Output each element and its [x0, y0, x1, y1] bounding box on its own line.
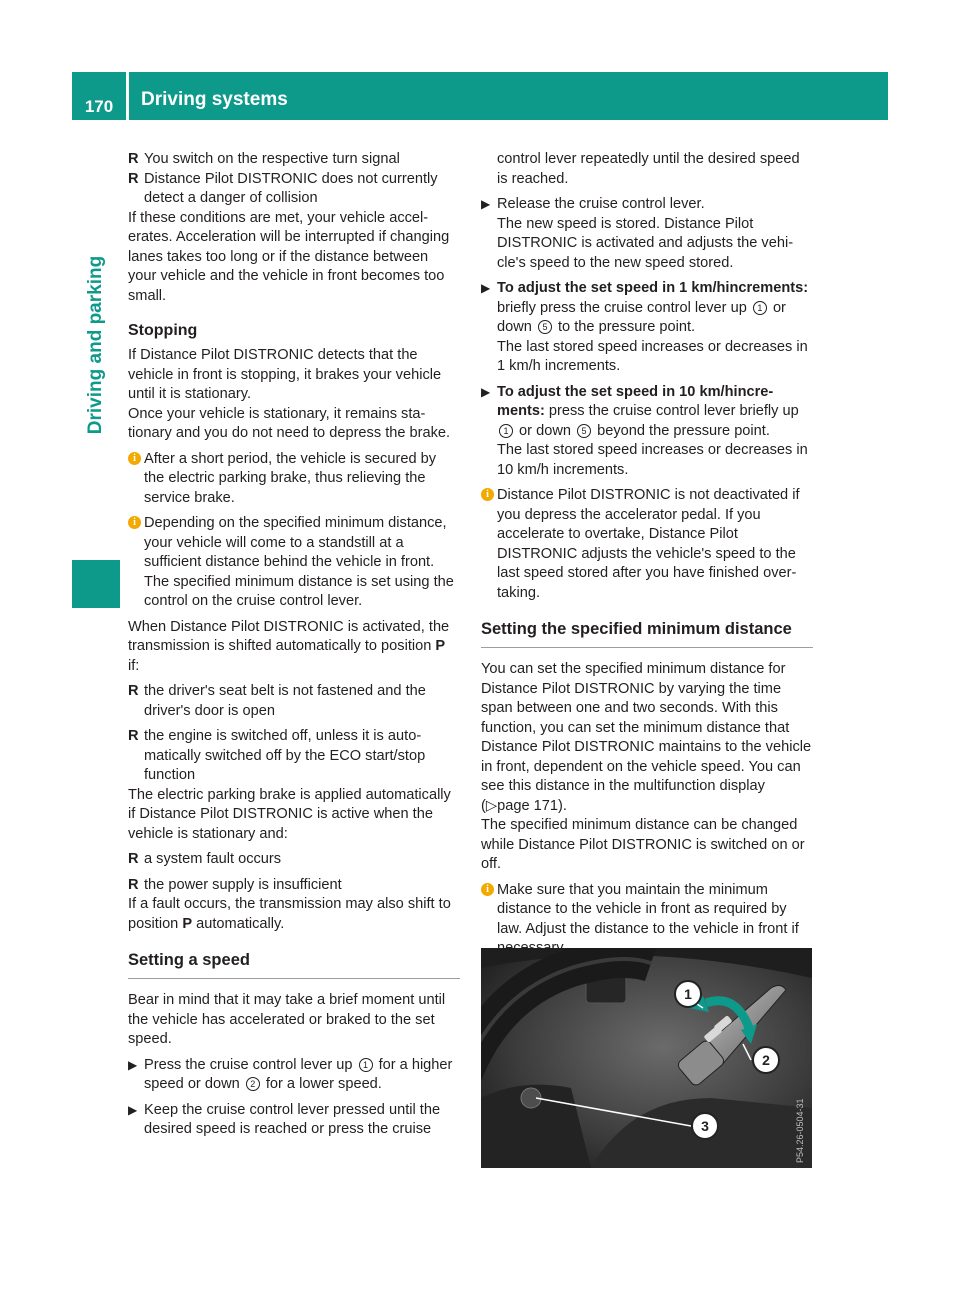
list-item: R the power supply is insufficient — [128, 876, 460, 896]
callout-1: 1 — [499, 424, 513, 438]
info-icon: i — [128, 452, 141, 465]
info-note: i Distance Pilot DISTRONIC is not deactivated if you depress the accelerator pedal. If you accelerate to overtake, Distance Pilot DISTRONIC adjusts the vehicle's speed to the last speed stored after you have finished overtaking. — [481, 486, 813, 603]
svg-text:1: 1 — [684, 986, 692, 1002]
list-item: R Distance Pilot DISTRONIC does not currently detect a danger of collision — [128, 170, 438, 206]
bullet-mark: R — [128, 683, 139, 699]
bullet-mark: R — [128, 876, 139, 893]
paragraph: You can set the specified minimum distance for Distance Pilot DISTRONIC by varying the time span between one and two seconds. With this function, you can set the minimum distance that Distance Pilot DISTRONIC maintains to the vehicle in front, dependent on the vehicle speed. You can see this distance in the multifunction display (▷page 171). — [481, 661, 812, 814]
info-note: i Depending on the specified minimum distance, your vehicle will come to a standstill at a sufficient distance behind the vehicle in front. The specified minimum distance is set using the control on the cruise control lever. — [128, 514, 460, 612]
callout-5: 5 — [577, 424, 591, 438]
bullet-mark: R — [128, 170, 139, 187]
page-title: Driving systems — [141, 89, 288, 110]
bullet-mark: R — [128, 151, 139, 167]
subheading-stopping: Stopping — [128, 322, 198, 339]
info-icon: i — [481, 883, 494, 896]
list-item: R the driver's seat belt is not fastened and the driver's door is open — [128, 683, 426, 719]
svg-text:3: 3 — [701, 1118, 709, 1134]
figure-illustration — [481, 948, 812, 1168]
paragraph: If these conditions are met, your vehicle accelerates. Acceleration will be interrupted if changing lanes takes too long or if the distance between your vehicle and the vehicle in front becomes too small. — [128, 209, 450, 304]
info-icon: i — [128, 516, 141, 529]
paragraph: If a fault occurs, the transmission may also shift to position P automatically. — [128, 896, 451, 932]
action-step: ▶ Keep the cruise control lever pressed until the desired speed is reached or press the cruise — [128, 1101, 441, 1137]
action-arrow-icon: ▶ — [128, 1057, 138, 1072]
paragraph: If Distance Pilot DISTRONIC detects that the vehicle in front is stopping, it brakes your vehicle until it is stationary. — [128, 347, 442, 402]
side-tab — [72, 130, 120, 560]
info-note: i Make sure that you maintain the minimum distance to the vehicle in front as required by law. Adjust the distance to the vehicle in front if — [481, 881, 813, 959]
cruise-control-lever-figure — [481, 948, 812, 1168]
list-item: R You switch on the respective turn signal — [128, 150, 460, 170]
paragraph: Bear in mind that it may take a brief moment until the vehicle has accelerated or braked to the set speed. — [128, 992, 446, 1047]
action-arrow-icon: ▶ — [481, 384, 491, 399]
svg-text:2: 2 — [762, 1052, 770, 1068]
right-column — [481, 150, 813, 959]
action-arrow-icon: ▶ — [481, 197, 491, 211]
callout-1: 1 — [359, 1058, 373, 1072]
callout-1: 1 — [753, 301, 767, 315]
paragraph: Once your vehicle is stationary, it remains stationary and you do not need to depress the brake. — [128, 405, 451, 441]
paragraph: control lever repeatedly until the desired speed is reached. — [497, 151, 800, 187]
action-step: ▶ To adjust the set speed in 10 km/hincrements: press the cruise control lever briefly up 1 or down 5 beyond the pressure point. The last stored speed increases or decreases in 10 km/h increments. — [481, 383, 808, 478]
page-number: 170 — [84, 97, 114, 116]
action-step: ▶ To adjust the set speed in 1 km/hincrements: briefly press the cruise control lever up 1 or down 5 to the pressure point. The last stored speed increases or decreases in 1 km/h increments. — [481, 280, 809, 374]
info-icon: i — [481, 488, 494, 501]
bullet-mark: R — [128, 851, 139, 867]
paragraph: When Distance Pilot DISTRONIC is activated, the transmission is shifted automatically to position P if: — [128, 618, 450, 674]
action-arrow-icon: ▶ — [481, 281, 491, 295]
list-item: R the engine is switched off, unless it is automatically switched off by the ECO start/stop function — [128, 728, 426, 783]
page-reference-link[interactable]: page 171 — [497, 797, 558, 814]
paragraph: The electric parking brake is applied automatically if Distance Pilot DISTRONIC is active when the vehicle is stationary and: — [128, 786, 451, 842]
action-arrow-icon: ▶ — [128, 1102, 138, 1117]
bullet-mark: R — [128, 728, 139, 744]
section-heading-distance: Setting the specified minimum distance — [481, 617, 813, 648]
section-heading-speed: Setting a speed — [128, 948, 460, 979]
info-note: i After a short period, the vehicle is secured by the electric parking brake, thus relieving the service brake. — [128, 450, 460, 509]
page-ref-arrow-icon: ▷ — [485, 797, 498, 814]
action-step: ▶ Press the cruise control lever up 1 for a higher speed or down 2 for a lower speed. — [128, 1056, 453, 1092]
left-column — [128, 150, 460, 1140]
header-divider — [126, 72, 129, 120]
list-item: R a system fault occurs — [128, 850, 460, 870]
figure-code: P54.26-0504-31 — [795, 1098, 805, 1163]
side-tab-label: Driving and parking — [85, 255, 106, 435]
paragraph: The specified minimum distance can be changed while Distance Pilot DISTRONIC is switched on or off. — [481, 817, 805, 872]
side-tab-marker — [72, 560, 120, 608]
callout-5: 5 — [538, 320, 552, 334]
callout-2: 2 — [246, 1077, 260, 1091]
action-step: ▶ Release the cruise control lever. The new speed is stored. Distance Pilot DISTRONIC is activated and adjusts the vehicle's speed to the new speed stored. — [481, 196, 794, 271]
